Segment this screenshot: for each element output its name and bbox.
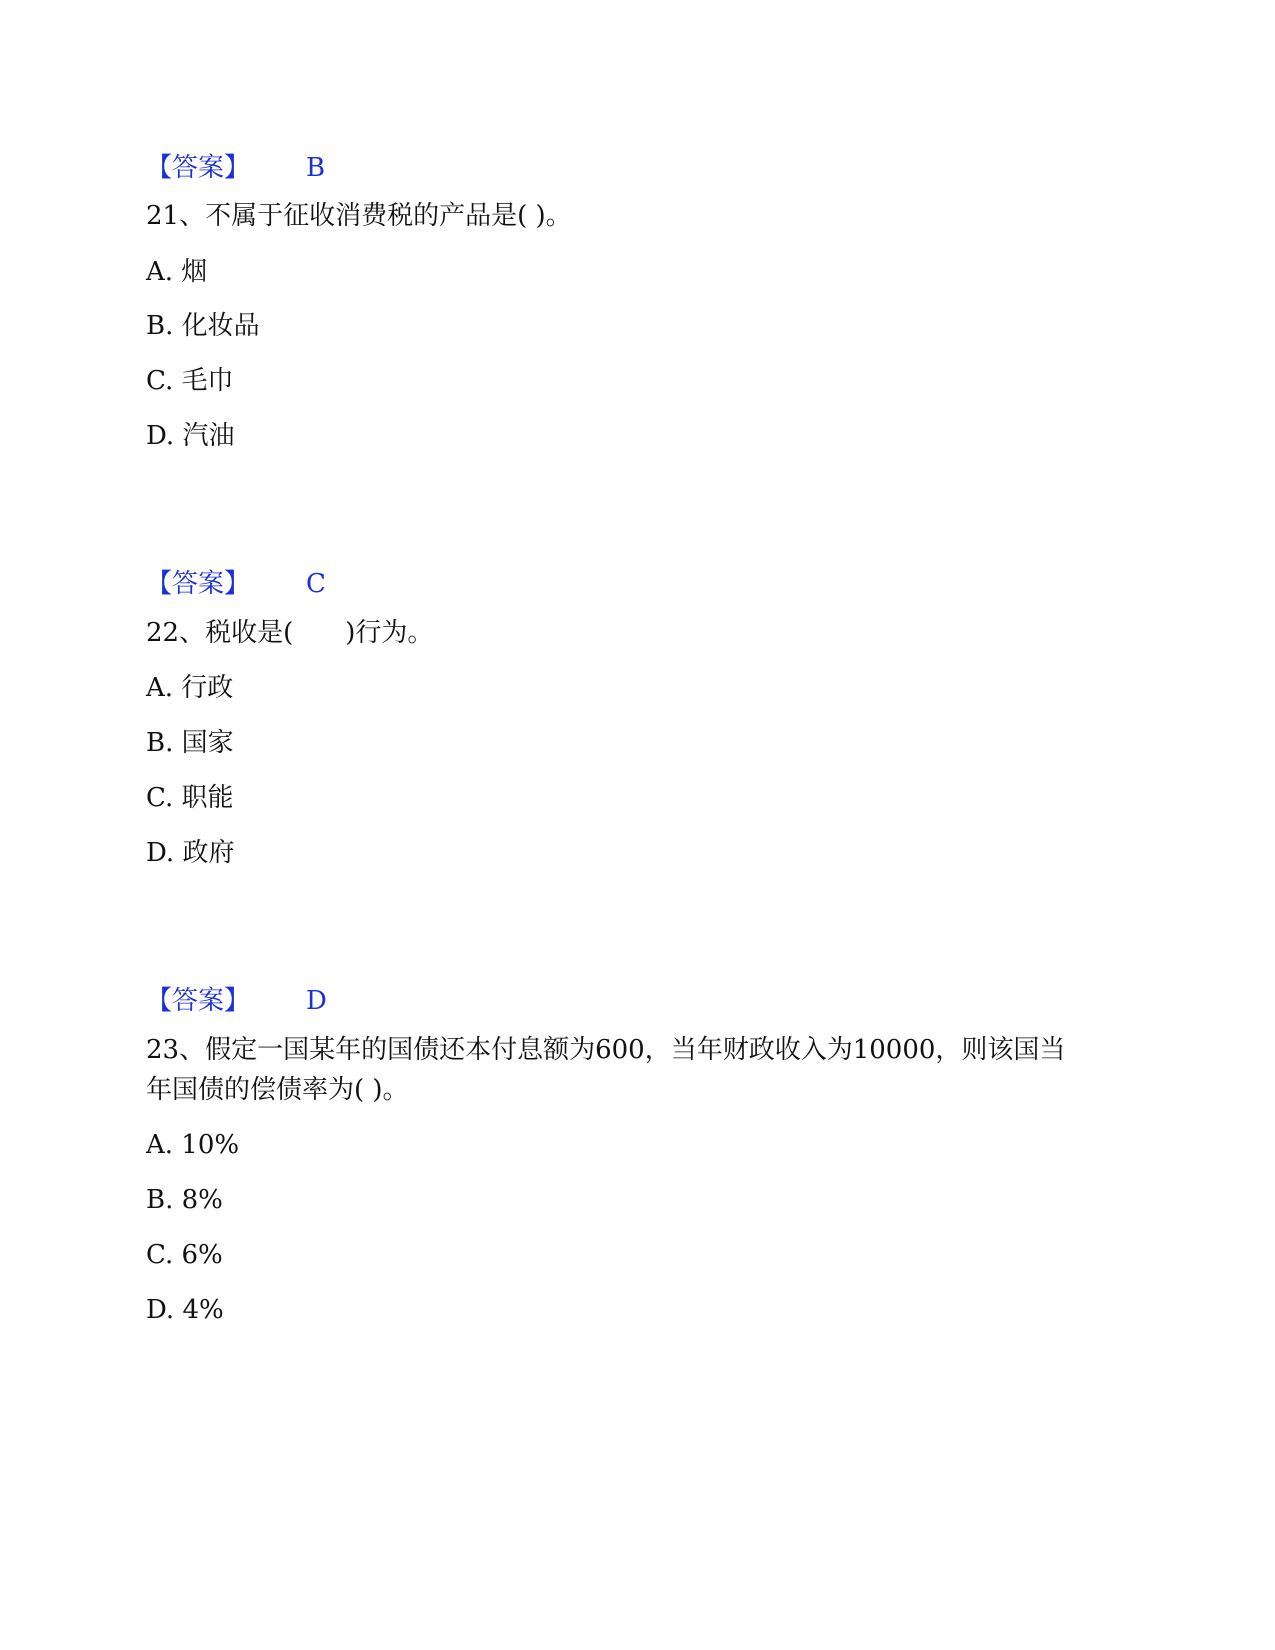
- question-23-option-d: D. 4%: [146, 1295, 224, 1325]
- question-22-option-b: B. 国家: [146, 728, 234, 758]
- answer-line: [146, 983, 327, 1019]
- answer-value: D: [306, 986, 327, 1016]
- question-23-option-b: B. 8%: [146, 1185, 223, 1215]
- answer-value: C: [306, 569, 326, 599]
- question-23-option-c: C. 6%: [146, 1240, 223, 1270]
- question-21-option-c: C. 毛巾: [146, 366, 234, 396]
- answer-label: 【答案】: [146, 569, 251, 599]
- question-21-option-a: A. 烟: [146, 257, 208, 287]
- answer-value: B: [306, 153, 326, 183]
- question-22-option-d: D. 政府: [146, 838, 235, 868]
- question-22-option-c: C. 职能: [146, 783, 234, 813]
- question-23-option-a: A. 10%: [146, 1130, 240, 1160]
- question-22-text: 22、税收是( )行为。: [146, 618, 434, 648]
- question-21-option-b: B. 化妆品: [146, 311, 260, 341]
- answer-label: 【答案】: [146, 153, 251, 183]
- answer-line: [146, 150, 325, 186]
- question-22-option-a: A. 行政: [146, 673, 234, 703]
- answer-line: [146, 566, 326, 602]
- answer-label: 【答案】: [146, 986, 251, 1016]
- question-21-text: 21、不属于征收消费税的产品是( )。: [146, 201, 572, 231]
- question-23-text: 23、假定一国某年的国债还本付息额为600，当年财政收入为10000，则该国当年国债的偿债率为( )。: [146, 1035, 1066, 1105]
- question-21-option-d: D. 汽油: [146, 421, 235, 451]
